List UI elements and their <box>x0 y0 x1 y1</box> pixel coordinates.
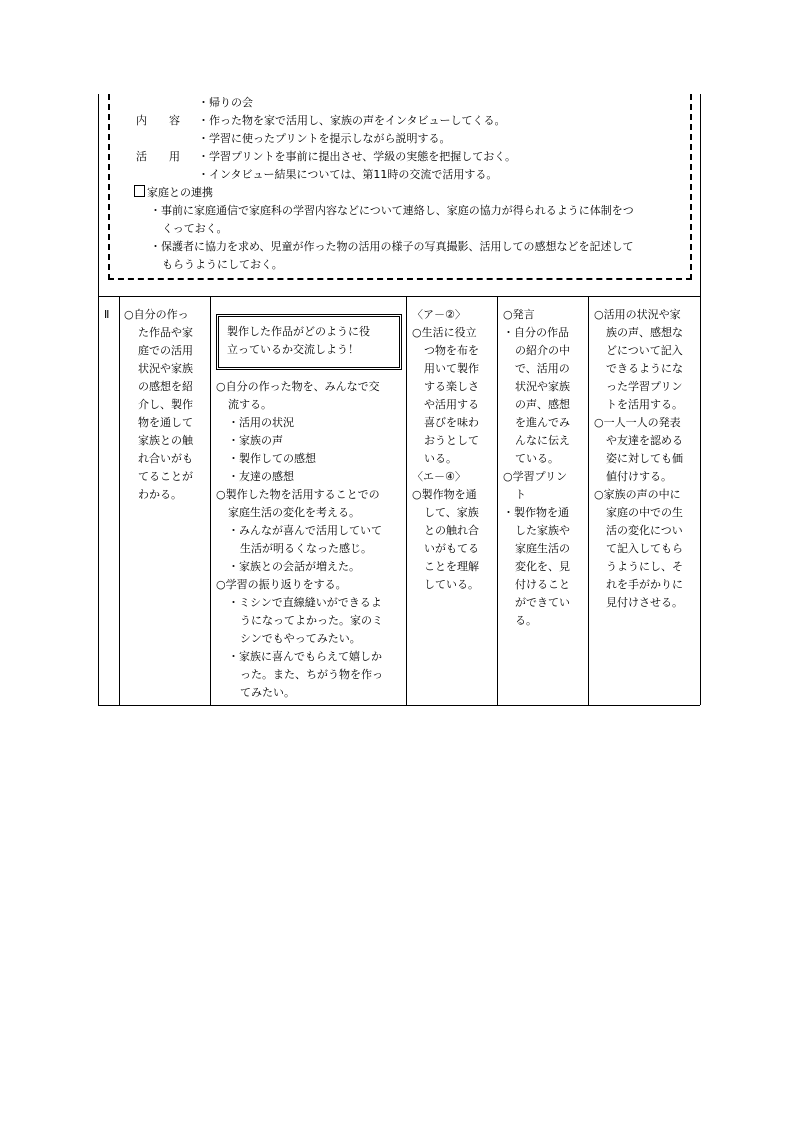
method-line: ができてい <box>515 596 570 609</box>
goal-line: 家族との触 <box>138 434 193 447</box>
criteria-line: や活用する <box>424 398 479 411</box>
method-line: ○学習プリン <box>503 470 568 483</box>
method-line: 変化を、見 <box>515 560 570 573</box>
method-line: の声、感想 <box>515 398 570 411</box>
renkei-line-2: くっておく。 <box>162 222 228 235</box>
col-border-2 <box>210 296 211 705</box>
method-line: ・自分の作品 <box>503 326 569 339</box>
support-line: 値付けする。 <box>606 470 672 483</box>
renkei-line-3: ・保護者に協力を求め、児童が作った物の活用の様子の写真撮影、活用しての感想などを記述して <box>150 240 634 253</box>
method-line: ○発言 <box>503 308 535 321</box>
support-line: ○家族の声の中に <box>594 488 681 501</box>
method-line: る。 <box>515 614 537 627</box>
support-line: れを手がかりに <box>606 578 683 591</box>
col-border-5 <box>588 296 589 705</box>
row-number: Ⅱ <box>104 308 110 321</box>
support-line: や友達を認める <box>606 434 683 447</box>
activity-line: シンでもやってみたい。 <box>240 632 361 645</box>
method-line: した家族や <box>515 524 570 537</box>
criteria-line: 〈ア－②〉 <box>412 308 466 321</box>
col-support <box>594 306 683 612</box>
method-line: で、活用の <box>515 362 570 375</box>
criteria-line: ○製作物を通 <box>412 488 477 501</box>
activity-line: うになってよかった。家のミ <box>240 614 383 627</box>
criteria-line: 喜びを味わ <box>424 416 479 429</box>
label-naiyo: 内 容 <box>136 114 180 127</box>
activity-line: てみたい。 <box>240 686 295 699</box>
support-line: どについて記入 <box>606 344 683 357</box>
title-line-1: 製作した作品がどのように役 <box>227 325 370 338</box>
goal-line: てることが <box>138 470 193 483</box>
goal-line: 介し、製作 <box>138 398 193 411</box>
criteria-line: ことを理解 <box>424 560 479 573</box>
renkei-line-4: もらうようにしておく。 <box>162 258 283 271</box>
activity-line: ・ミシンで直線縫いができるよ <box>228 596 382 609</box>
method-line: 家庭生活の <box>515 542 570 555</box>
title-line-2: 立っているか交流しよう！ <box>227 343 359 356</box>
col-method <box>503 306 570 630</box>
goal-line: ○自分の作っ <box>124 308 189 321</box>
method-line: 状況や家族 <box>515 380 570 393</box>
method-line: ト <box>515 488 526 501</box>
method-line: の紹介の中 <box>515 344 570 357</box>
activity-line: ・製作しての感想 <box>228 452 316 465</box>
criteria-line: いがもてる <box>424 542 479 555</box>
text-katsuyo-1: ・学習プリントを事前に提出させ、学級の実態を把握しておく。 <box>198 150 517 163</box>
criteria-line: つ物を布を <box>424 344 479 357</box>
text-naiyo-1: ・作った物を家で活用し、家族の声をインタビューしてくる。 <box>198 114 506 127</box>
method-line: を進んでみ <box>515 416 570 429</box>
activity-line: ○製作した物を活用することでの <box>216 488 380 501</box>
goal-line: の感想を紹 <box>138 380 193 393</box>
support-line: 族の声、感想な <box>606 326 683 339</box>
renkei-heading <box>134 184 213 202</box>
goal-line: た作品や家 <box>138 326 193 339</box>
renkei-title: 家庭との連携 <box>147 186 213 199</box>
criteria-line: いる。 <box>424 452 457 465</box>
col-activities <box>216 378 383 702</box>
activity-line: 生活が明るくなった感じ。 <box>240 542 372 555</box>
support-line: 活の変化につい <box>606 524 683 537</box>
activity-line: ・活用の状況 <box>228 416 294 429</box>
criteria-line: している。 <box>424 578 479 591</box>
text-naiyo-2: ・学習に使ったプリントを提示しながら説明する。 <box>198 132 451 145</box>
support-line: できるようにな <box>606 362 683 375</box>
support-line: うようにし、そ <box>606 560 683 573</box>
top-left-border <box>98 94 99 296</box>
criteria-line: する楽しさ <box>424 380 479 393</box>
support-line: 見付けさせる。 <box>606 596 683 609</box>
col-border-1 <box>119 296 120 705</box>
col-goal <box>124 306 193 504</box>
col-border-4 <box>497 296 498 705</box>
activity-line: ・友達の感想 <box>228 470 294 483</box>
support-line: ○一人一人の発表 <box>594 416 681 429</box>
top-right-border <box>700 94 701 296</box>
activity-line: ・みんなが喜んで活用していて <box>228 524 382 537</box>
support-line: トを活用する。 <box>606 398 683 411</box>
goal-line: わかる。 <box>138 488 182 501</box>
renkei-line-1: ・事前に家庭通信で家庭科の学習内容などについて連絡し、家庭の協力が得られるように体制をつ <box>150 204 634 217</box>
activity-line: ・家族との会話が増えた。 <box>228 560 360 573</box>
activity-line: 家庭生活の変化を考える。 <box>228 506 360 519</box>
activity-line: 流する。 <box>228 398 272 411</box>
support-line: ○活用の状況や家 <box>594 308 681 321</box>
method-line: ている。 <box>515 452 559 465</box>
support-line: 家庭の中での生 <box>606 506 683 519</box>
criteria-line: 用いて製作 <box>424 362 479 375</box>
activity-title-box <box>216 314 402 370</box>
activity-line: ・家族の声 <box>228 434 283 447</box>
activity-line: ○学習の振り返りをする。 <box>216 578 347 591</box>
goal-line: 庭での活用 <box>138 344 193 357</box>
label-katsuyo: 活 用 <box>136 150 180 163</box>
method-line: んなに伝え <box>515 434 570 447</box>
criteria-line: ○生活に役立 <box>412 326 477 339</box>
support-line: った学習プリン <box>606 380 683 393</box>
col-border-6 <box>700 296 701 705</box>
method-line: 付けること <box>515 578 570 591</box>
criteria-line: して、家族 <box>424 506 479 519</box>
goal-line: 物を通して <box>138 416 193 429</box>
row-bottom-border <box>98 705 700 706</box>
col-criteria <box>412 306 479 594</box>
criteria-line: 〈エ－④〉 <box>412 470 466 483</box>
goal-line: れ合いがも <box>138 452 193 465</box>
text-katsuyo-2: ・インタビュー結果については、第11時の交流で活用する。 <box>198 168 498 181</box>
col-border-3 <box>406 296 407 705</box>
row-top-border <box>98 296 700 297</box>
activity-line: ・家族に喜んでもらえて嬉しか <box>228 650 382 663</box>
support-line: 姿に対しても価 <box>606 452 683 465</box>
goal-line: 状況や家族 <box>138 362 193 375</box>
criteria-line: おうとして <box>424 434 479 447</box>
checkbox-square-icon <box>134 185 145 197</box>
activity-line: ○自分の作った物を、みんなで交 <box>216 380 380 393</box>
support-line: て記入してもら <box>606 542 683 555</box>
method-line: ・製作物を通 <box>503 506 569 519</box>
col-border-0 <box>98 296 99 705</box>
criteria-line: との触れ合 <box>424 524 479 537</box>
text-kaeri: ・帰りの会 <box>198 96 253 109</box>
activity-line: った。また、ちがう物を作っ <box>240 668 383 681</box>
